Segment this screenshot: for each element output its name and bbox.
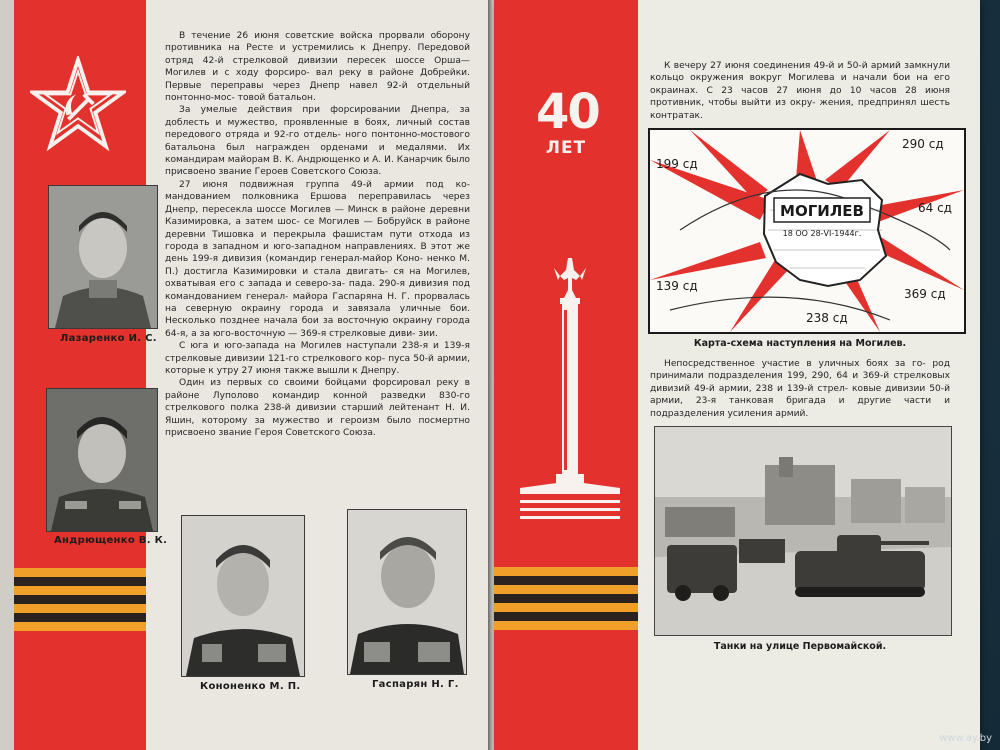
anniversary-number: 40 [536, 84, 599, 140]
tanks-photo [654, 426, 952, 636]
st-george-ribbon-left [14, 568, 146, 631]
right-intro-text [650, 60, 950, 122]
photo-caption: Танки на улице Первомайской. [713, 641, 887, 652]
st-george-ribbon-right [494, 567, 638, 630]
left-page-edge [0, 0, 14, 750]
map-division-238: 238 сд [806, 311, 848, 325]
paragraph-4: С юга и юго-запада на Могилев наступали 238-я и 139-я стрелковые дивизии 121-го стрелкового кор- пуса 50-й армии, которые к утру 27 июня также вышли к Днепру. [165, 341, 470, 376]
paragraph-2: За умелые действия при форсировании Днепра, за доблесть и мужество, проявленные в боях, личный состав передового отряда и 92-го отдель- ного понтонно-мостового батальона был награжден орденами и медалями. Их командирам майорам В. К. Андрющенко и А. И. Канарчик было присвоено звание Героев Советского Союза. [165, 105, 470, 178]
monument-icon [520, 250, 620, 530]
hammer-sickle-star-icon [30, 56, 126, 152]
right-second-text [650, 358, 950, 420]
caption-lazarenko: Лазаренко И. С. [60, 333, 157, 344]
paragraph-3: 27 июня подвижная группа 49-й армии под ко- мандованием полковника Ершова переправилась через Днепр, пересекла шоссе Могилев — Минск в районе деревни Казимировка, а затем шос- се Могилев — Бобруйск в районе деревни Тишовка и перекрыла фашистам пути отхода из города в западном и юго-западном направлениях. В этот же день 199-я дивизия (командир генерал-майор Коно- ненко М. П.) достигла Казимировки и стала двигать- ся на Могилев, охватывая его с запада и северо-за- пада. 290-я дивизия под командованием генерал- майора Гаспаряна Н. Г. прорвалась на северную окраину города и завязала уличные бои. Несколько позднее начала бои за восточную окраину города 64-я, а за юго-восточную — 369-я стрелковые диви- зии. [165, 179, 470, 339]
paragraph-1: В течение 26 июня советские войска прорвали оборону противника на Ресте и устремились к Днепру. Передовой отряд 42-й стрелковой дивизии пересек шоссе Орша—Могилев и с ходу форсиро- вал реку в районе Добрейки. Первые переправы через Днепр навел 92-й отдельный понтонно-мос- товой батальон. [165, 31, 470, 104]
second-paragraph: Непосредственное участие в уличных боях за го- род принимали подразделения 199, 290, 64 и 369-й стрелковых дивизий 49-й армии, 238 и 139-й стрел- ковые дивизии 50-й армии, 23-я танковая бригада и другие части и подразделения усиления армий. [650, 359, 950, 419]
anniversary-badge [536, 84, 599, 158]
map-scheme [648, 128, 966, 334]
caption-gasparyan: Гаспарян Н. Г. [372, 679, 459, 690]
caption-kononenko: Кононенко М. П. [200, 681, 301, 692]
map-date-label: 18 ОО 28-VI-1944г. [782, 229, 862, 238]
portrait-gasparyan [347, 509, 467, 675]
left-body-text [165, 30, 470, 439]
anniversary-word: ЛЕТ [545, 138, 587, 158]
portrait-kononenko [181, 515, 305, 677]
map-caption: Карта-схема наступления на Могилев. [693, 338, 907, 349]
portrait-lazarenko [48, 185, 158, 329]
map-division-199: 199 сд [656, 157, 698, 171]
portrait-andryushchenko [46, 388, 158, 532]
caption-andryushchenko: Андрющенко В. К. [54, 535, 168, 546]
map-city-label: МОГИЛЕВ [780, 202, 864, 220]
map-division-369: 369 сд [904, 287, 946, 301]
paragraph-5: Один из первых со своими бойцами форсировал реку в районе Луполово командир конной разведки 830-го стрелкового полка 238-й дивизии старший лейтенант Н. И. Яшин, которому за мужество и героизм было посмертно присвоено звание Героя Советского Союза. [165, 378, 470, 438]
intro-paragraph: К вечеру 27 июня соединения 49-й и 50-й армий замкнули кольцо окружения вокруг Могилева и начали бои на его окраинах. С 23 часов 27 июня до 10 часов 28 июня противник, чтобы выйти из окру- жения, предпринял шесть контратак. [650, 61, 950, 121]
watermark: www.ay.by [939, 733, 992, 744]
map-division-64: 64 сд [918, 201, 952, 215]
map-division-139: 139 сд [656, 279, 698, 293]
map-division-290: 290 сд [902, 137, 944, 151]
